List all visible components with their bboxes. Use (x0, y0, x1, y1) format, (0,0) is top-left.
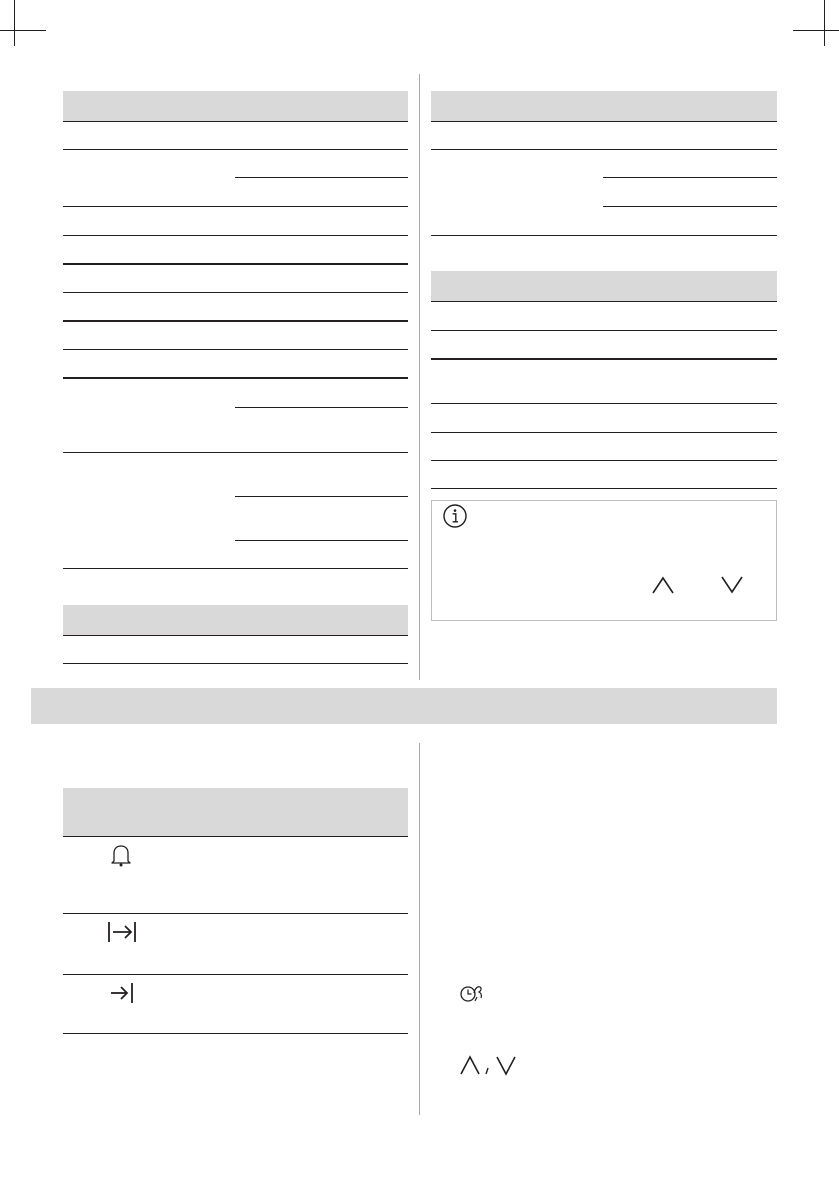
column-divider-top (419, 74, 420, 680)
info-icon (443, 504, 467, 528)
table-row-divider (431, 330, 777, 331)
table-group-divider (63, 320, 408, 322)
table-subrow-divider (603, 206, 777, 207)
table-subrow-divider (235, 407, 408, 408)
table-subrow-divider (603, 177, 777, 178)
table-row-divider (63, 974, 408, 975)
right-table-2-header (431, 271, 777, 302)
end-time-icon (109, 982, 135, 1004)
table-row-divider (63, 292, 408, 293)
table-row-divider (431, 403, 777, 404)
table-row-divider (431, 488, 777, 489)
table-group-divider (63, 263, 408, 265)
column-divider-bottom (419, 743, 420, 1115)
clock-table-header (63, 788, 408, 837)
bell-icon (110, 843, 132, 867)
right-table-header (431, 91, 777, 122)
table-row-divider (63, 206, 408, 207)
up-down-buttons-icon (459, 1054, 523, 1076)
table-row-divider (63, 349, 408, 350)
table-row-divider (431, 460, 777, 461)
table-row-divider (431, 235, 777, 236)
table-row-divider (63, 149, 408, 150)
table-row-divider (431, 432, 777, 433)
table-subrow-divider (235, 177, 408, 178)
chevron-up-icon (651, 575, 675, 595)
chevron-down-icon (720, 575, 744, 595)
left-table-header (63, 91, 408, 122)
crop-mark-top-right-vertical (824, 0, 825, 46)
table-row-divider (63, 1033, 408, 1034)
table-subrow-divider (235, 540, 408, 541)
clock-key-icon (459, 983, 485, 1005)
table-subrow-divider (235, 496, 408, 497)
table-row-divider (63, 452, 408, 453)
table-row-divider (431, 149, 777, 150)
table-group-divider (431, 358, 777, 360)
left-table-2-header (63, 605, 408, 636)
duration-icon (107, 921, 137, 943)
table-row-divider (63, 663, 408, 664)
table-row-divider (63, 235, 408, 236)
note-box (431, 500, 777, 621)
table-row-divider (63, 913, 408, 914)
table-row-divider (63, 568, 408, 569)
crop-mark-top-left-horizontal (0, 30, 46, 31)
section-heading-band (31, 688, 777, 724)
table-group-divider (63, 377, 408, 379)
crop-mark-top-left-vertical (14, 0, 15, 46)
crop-mark-top-right-horizontal (793, 30, 839, 31)
